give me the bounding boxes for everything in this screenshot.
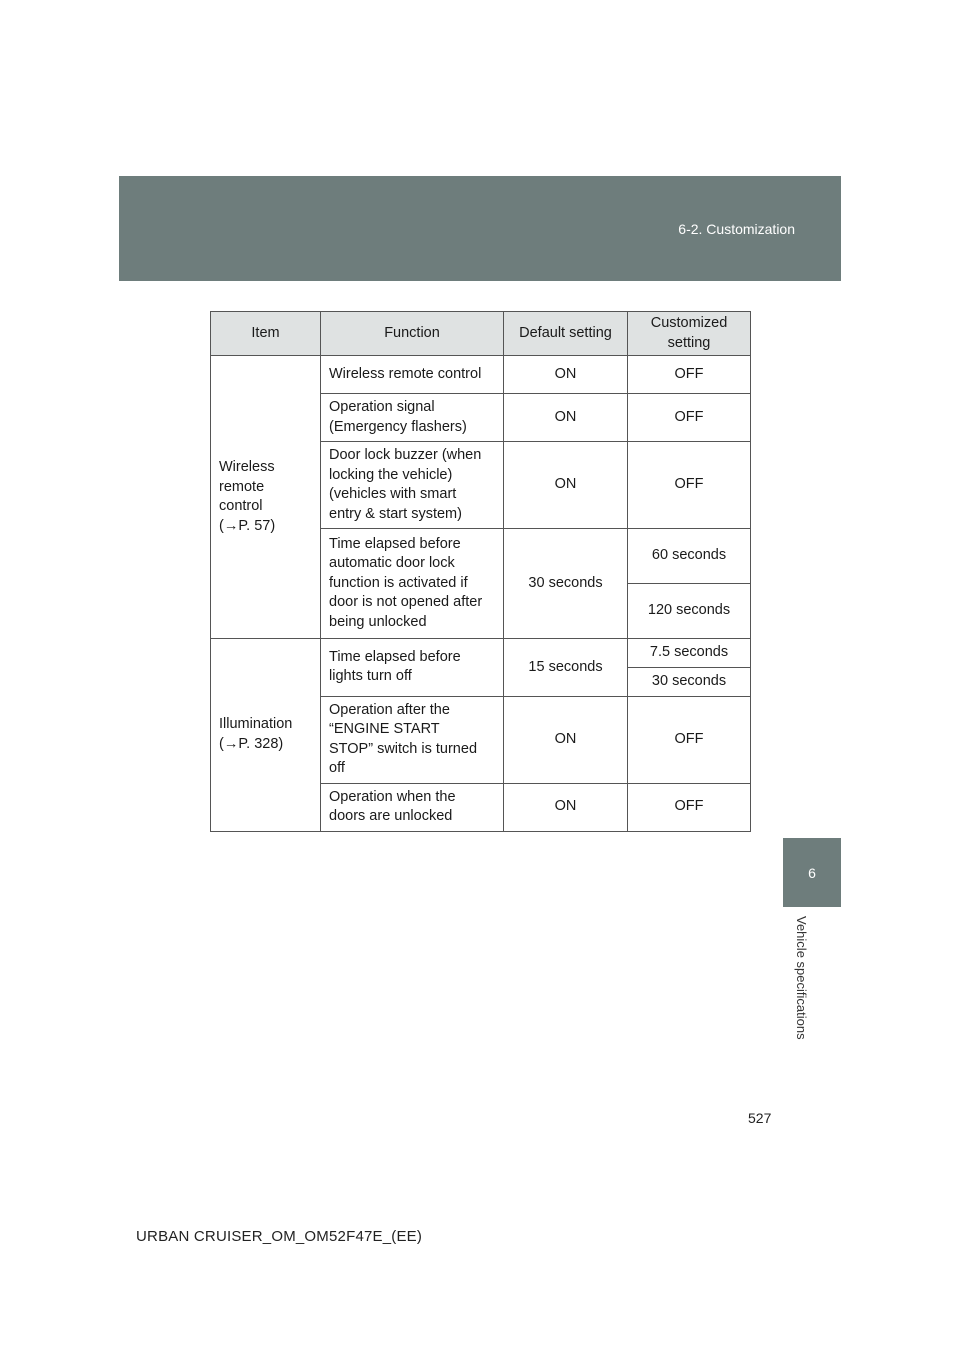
custom-cell: 60 seconds: [628, 529, 751, 584]
item-cell: Wireless remote control (→P. 57): [211, 356, 321, 639]
custom-cell: 7.5 seconds: [628, 639, 751, 668]
chapter-tab: [783, 838, 841, 907]
table-row: [211, 639, 751, 668]
custom-cell: OFF: [628, 394, 751, 442]
default-cell: ON: [504, 442, 628, 529]
function-cell: Wireless remote control: [321, 356, 504, 394]
function-cell: Operation when the doors are unlocked: [321, 783, 504, 831]
custom-cell: OFF: [628, 356, 751, 394]
item-cell: Illumination (→P. 328): [211, 639, 321, 832]
chapter-header-bar: [119, 176, 841, 281]
default-cell: ON: [504, 394, 628, 442]
default-cell: ON: [504, 696, 628, 783]
function-cell: Operation signal (Emergency flashers): [321, 394, 504, 442]
chapter-label: Vehicle specifications: [794, 916, 809, 1040]
header-customized-setting: Customized setting: [628, 312, 751, 356]
custom-cell: OFF: [628, 442, 751, 529]
custom-cell: OFF: [628, 783, 751, 831]
custom-cell: OFF: [628, 696, 751, 783]
section-title: 6-2. Customization: [678, 221, 795, 237]
table-row: [211, 356, 751, 394]
header-default-setting: Default setting: [504, 312, 628, 356]
footer-document-id: URBAN CRUISER_OM_OM52F47E_(EE): [136, 1228, 423, 1245]
header-item: Item: [211, 312, 321, 356]
page-number: 527: [748, 1110, 772, 1126]
function-cell: Time elapsed before lights turn off: [321, 639, 504, 697]
table-header-row: [211, 312, 751, 356]
default-cell: 15 seconds: [504, 639, 628, 697]
chapter-number: 6: [808, 864, 816, 881]
customization-table: [210, 311, 751, 832]
custom-cell: 30 seconds: [628, 668, 751, 697]
function-cell: Time elapsed before automatic door lock function is activated if door is not opened after being unlocked: [321, 529, 504, 639]
default-cell: ON: [504, 783, 628, 831]
function-cell: Door lock buzzer (when locking the vehicle) (vehicles with smart entry & start system): [321, 442, 504, 529]
default-cell: 30 seconds: [504, 529, 628, 639]
custom-cell: 120 seconds: [628, 584, 751, 639]
default-cell: ON: [504, 356, 628, 394]
header-function: Function: [321, 312, 504, 356]
function-cell: Operation after the “ENGINE START STOP” switch is turned off: [321, 696, 504, 783]
